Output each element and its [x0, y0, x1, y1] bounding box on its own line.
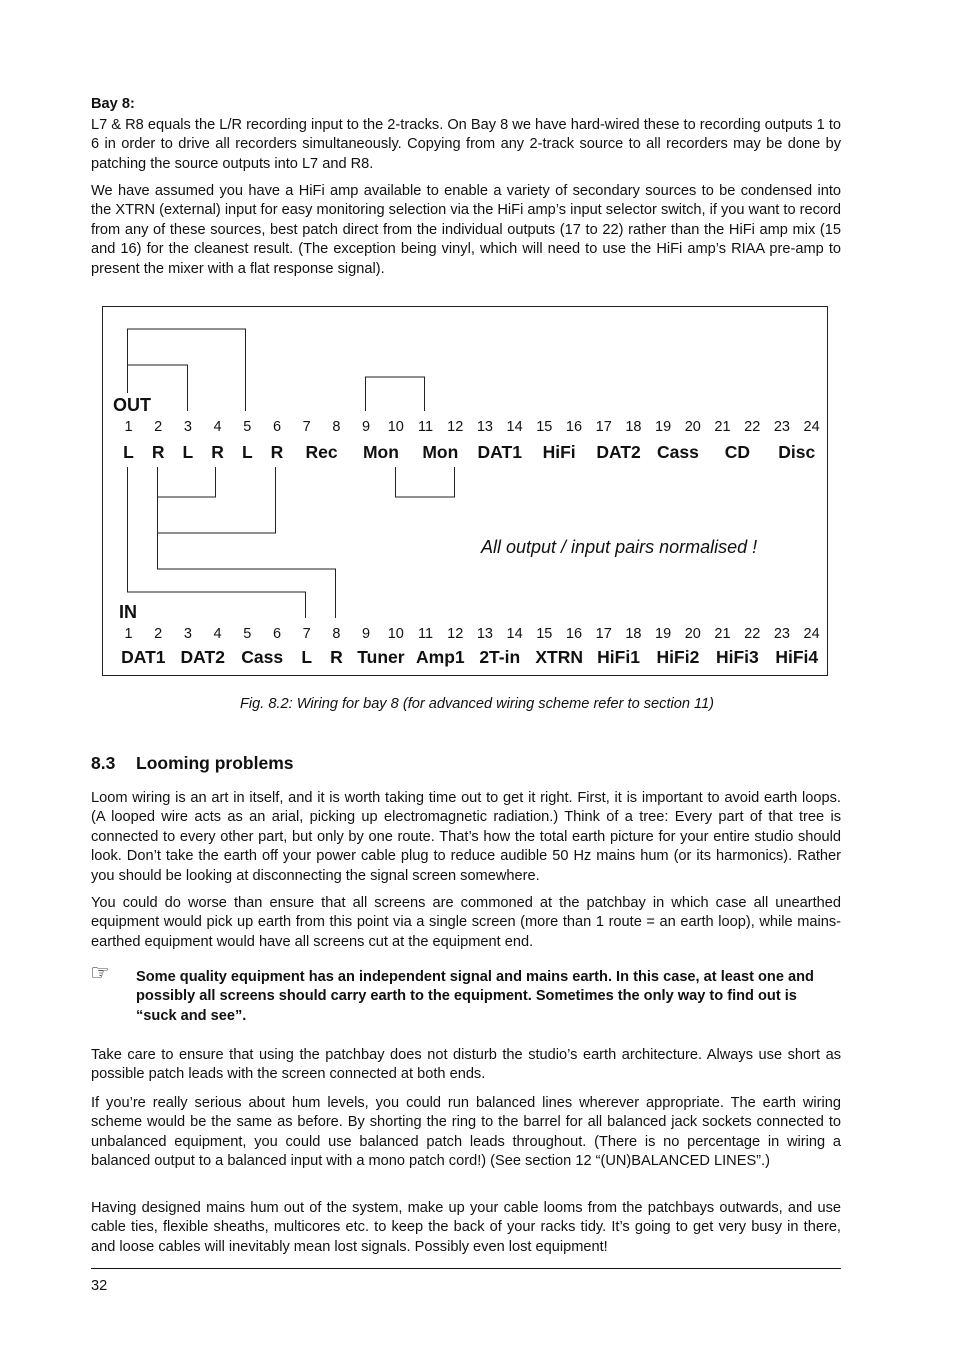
wiring-diagram [103, 307, 829, 677]
wire-line [158, 467, 276, 533]
in-socket-label: L [301, 647, 313, 667]
out-socket-label: L [241, 442, 253, 462]
wire-line [158, 467, 336, 618]
wiring-lines [128, 329, 455, 618]
in-socket-number: 4 [213, 626, 222, 642]
in-socket-number: 7 [302, 626, 311, 642]
out-socket-number: 20 [684, 419, 701, 435]
section-paragraph-2: You could do worse than ensure that all screens are commoned at the patchbay in which case all unearthed equipment would pick up earth from this point via a single screen (more than 1 route = an earth loop), while mains-earthed equipment would have all screens cut at the equipment end. [91, 895, 841, 950]
out-socket-label: DAT2 [596, 442, 641, 462]
in-socket-label: DAT2 [180, 647, 225, 667]
in-socket-number: 6 [272, 626, 282, 642]
bay-paragraph-1: L7 & R8 equals the L/R recording input to the 2-tracks. On Bay 8 we have hard-wired these to recording outputs 1 to 6 in order to drive all recorders simultaneously. Copying from any 2-track source to all recorders may be done by patching the source outputs into L7 and R8. [91, 117, 841, 172]
section-paragraph-4: If you’re really serious about hum levels, you could run balanced lines wherever appropriate. The earth wiring scheme would be the same as before. By shorting the ring to the barrel for all balanced jack sockets connected to unbalanced equipment, you could use balanced patch leads throughout. (There is no percentage in wiring a balanced output to a balanced input with a mono patch cord!) (See section 12 “(UN)BALANCED LINES”.) [91, 1095, 841, 1170]
out-socket-label: L [182, 442, 194, 462]
in-socket-label: Tuner [357, 647, 405, 667]
wire-line [128, 467, 306, 618]
out-socket-label: DAT1 [477, 442, 522, 462]
out-socket-label: Mon [422, 442, 459, 462]
out-socket-number: 10 [387, 419, 404, 435]
section-paragraph-3: Take care to ensure that using the patchbay does not disturb the studio’s earth architecture. Always use short as possible patch leads with the screen connected at both ends. [91, 1047, 841, 1083]
out-number-row [124, 419, 819, 435]
figure-caption: Fig. 8.2: Wiring for bay 8 (for advanced wiring scheme refer to section 11) [239, 696, 715, 712]
out-socket-number: 6 [272, 419, 282, 435]
out-socket-number: 15 [536, 419, 553, 435]
in-socket-label: HiFi2 [656, 647, 700, 667]
out-socket-number: 2 [154, 419, 163, 435]
out-socket-label: HiFi [542, 442, 576, 462]
out-socket-number: 9 [362, 419, 371, 435]
in-label: IN [119, 602, 137, 622]
out-socket-label: Rec [305, 442, 338, 462]
in-socket-number: 2 [154, 626, 163, 642]
in-socket-label: DAT1 [121, 647, 166, 667]
out-socket-number: 16 [565, 419, 583, 435]
out-socket-number: 18 [625, 419, 642, 435]
out-socket-number: 12 [447, 419, 464, 435]
in-socket-number: 19 [655, 626, 672, 642]
in-socket-number: 17 [595, 626, 612, 642]
out-socket-number: 11 [417, 419, 434, 435]
in-socket-number: 9 [362, 626, 371, 642]
out-socket-number: 3 [183, 419, 192, 435]
out-socket-number: 21 [714, 419, 731, 435]
wiring-diagram-figure [102, 306, 828, 676]
in-socket-label: 2T-in [479, 647, 521, 667]
in-socket-label: R [330, 647, 343, 667]
out-label-row [123, 442, 815, 462]
normalised-note: All output / input pairs normalised ! [481, 537, 758, 557]
in-socket-number: 12 [447, 626, 464, 642]
out-socket-number: 23 [773, 419, 790, 435]
in-socket-number: 15 [536, 626, 553, 642]
out-socket-number: 8 [332, 419, 341, 435]
out-socket-label: R [211, 442, 224, 462]
section-paragraph-1: Loom wiring is an art in itself, and it is worth taking time out to get it right. First, it is important to avoid earth loops. (A looped wire acts as an arial, picking up electromagnetic radiation.) Think of a tree: Every part of that tree is connected to every other part, but only by one route. That’s how the total earth picture for your entire studio should look. Don’t take the earth off your power cable plug to reduce audible 50 Hz mains hum (or its harmonics). Rather you should be looking at disconnecting the signal screen somewhere. [91, 790, 841, 884]
section-title: Looming problems [136, 753, 294, 773]
wire-line [396, 467, 455, 497]
bay-paragraph-2: We have assumed you have a HiFi amp available to enable a variety of secondary sources to be condensed into the XTRN (external) input for easy monitoring selection via the HiFi amp’s input selector switch, if you want to record from any of these sources, best patch direct from the individual outputs (17 to 22) rather than the HiFi amp mix (15 and 16) for the cleanest result. (The exception being vinyl, which will need to use the HiFi amp’s RIAA pre-amp to present the mixer with a flat response signal). [91, 183, 842, 277]
in-socket-label: Amp1 [416, 647, 465, 667]
in-socket-label: HiFi1 [597, 647, 640, 667]
out-socket-number: 7 [302, 419, 311, 435]
wire-line [366, 377, 425, 411]
out-socket-number: 22 [744, 419, 761, 435]
in-socket-number: 16 [565, 626, 583, 642]
in-label-row [121, 647, 818, 667]
in-socket-number: 20 [684, 626, 701, 642]
in-socket-number: 18 [625, 626, 642, 642]
pointing-hand-icon: ☞ [90, 960, 110, 985]
out-socket-number: 1 [124, 419, 133, 435]
out-socket-label: CD [724, 442, 750, 462]
in-socket-label: Cass [241, 647, 284, 667]
in-socket-label: HiFi3 [715, 647, 759, 667]
in-socket-number: 23 [773, 626, 790, 642]
in-socket-label: HiFi4 [775, 647, 819, 667]
out-socket-number: 5 [243, 419, 252, 435]
in-socket-number: 10 [387, 626, 404, 642]
out-socket-number: 17 [595, 419, 612, 435]
in-number-row [124, 626, 819, 642]
section-paragraph-5: Having designed mains hum out of the system, make up your cable looms from the patchbays outwards, and use cable ties, flexible sheaths, multicores etc. to keep the back of your racks tidy. It’s going to get very busy in there, and loose cables will inevitably mean lost signals. Possibly even lost equipment! [91, 1200, 841, 1255]
in-socket-number: 1 [124, 626, 133, 642]
out-socket-number: 4 [213, 419, 222, 435]
in-socket-number: 22 [744, 626, 761, 642]
section-number: 8.3 [91, 753, 116, 773]
out-socket-label: R [151, 442, 165, 462]
in-socket-number: 5 [243, 626, 252, 642]
in-socket-number: 11 [417, 626, 434, 642]
bay-heading: Bay 8: [91, 96, 135, 112]
in-socket-number: 24 [803, 626, 820, 642]
in-socket-label: XTRN [535, 647, 583, 667]
in-socket-number: 8 [332, 626, 341, 642]
out-socket-number: 13 [476, 419, 493, 435]
out-socket-number: 14 [506, 419, 523, 435]
out-label: OUT [113, 395, 151, 415]
out-socket-label: L [123, 442, 134, 462]
note-text: Some quality equipment has an independent signal and mains earth. In this case, at least one and possibly all screens should carry earth to the equipment. Sometimes the only way to find out is “suck and see”. [136, 969, 814, 1024]
out-socket-number: 19 [655, 419, 672, 435]
in-socket-number: 3 [183, 626, 192, 642]
out-socket-label: R [270, 442, 284, 462]
page-number: 32 [91, 1278, 108, 1294]
footer-rule [91, 1268, 841, 1269]
out-socket-number: 24 [803, 419, 820, 435]
in-socket-number: 14 [506, 626, 523, 642]
in-socket-number: 21 [714, 626, 731, 642]
in-socket-number: 13 [476, 626, 493, 642]
wire-line [158, 467, 216, 497]
out-socket-label: Cass [657, 442, 699, 462]
section-heading [91, 753, 294, 774]
out-socket-label: Disc [778, 442, 816, 462]
out-socket-label: Mon [362, 442, 399, 462]
